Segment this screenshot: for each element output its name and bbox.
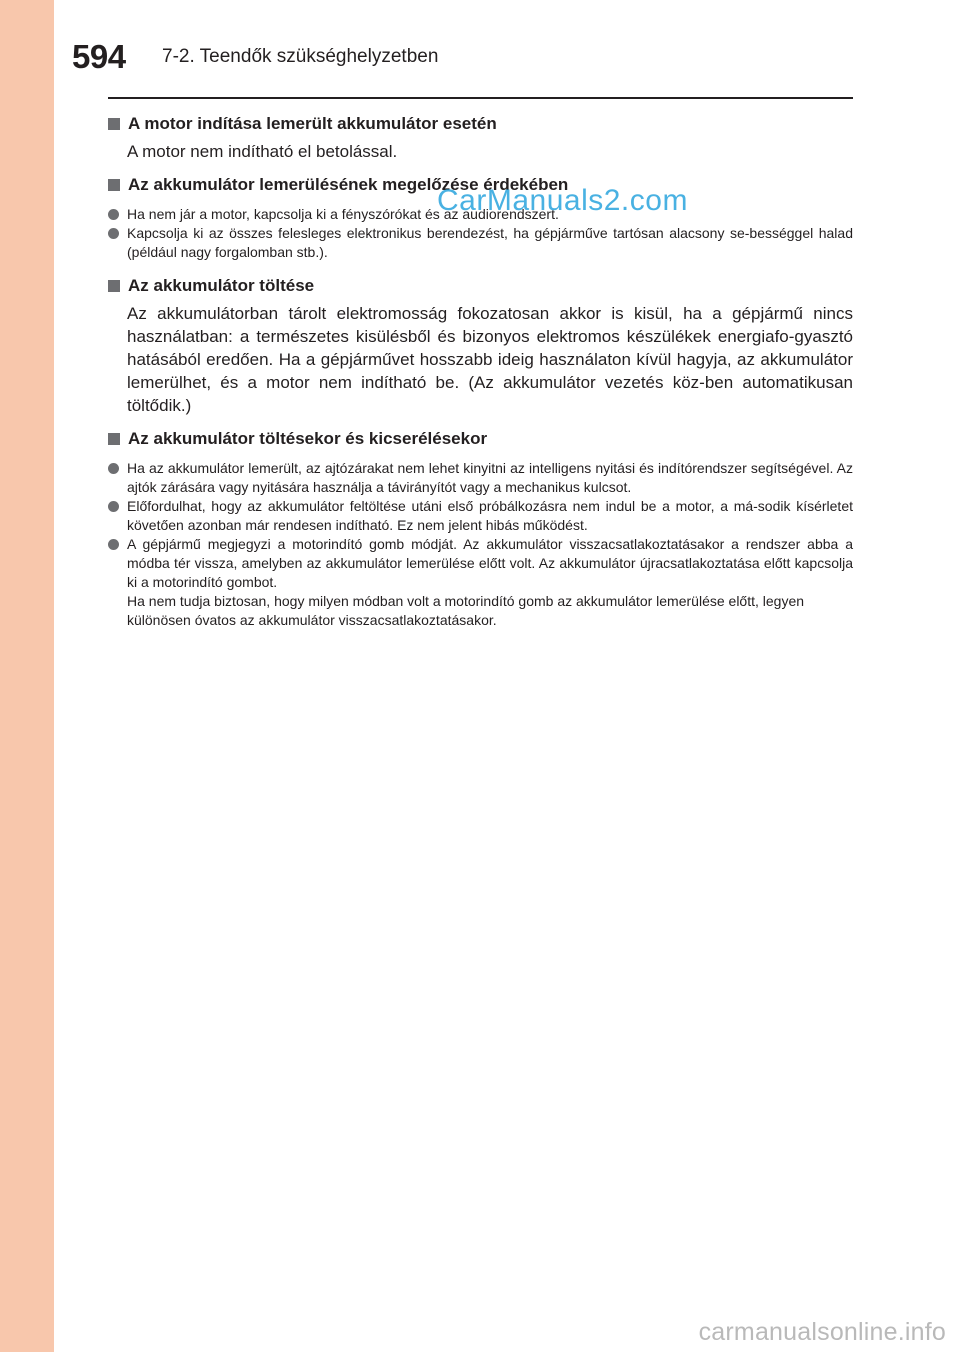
round-bullet-icon xyxy=(108,463,119,474)
section-toltes-csere xyxy=(108,427,853,630)
list-item xyxy=(108,459,853,497)
page-number: 594 xyxy=(72,38,126,75)
list-item-text: Előfordulhat, hogy az akkumulátor feltöltése utáni első próbálkozásra nem indul be a motor, a má-sodik kísérletet követően azonban már rendesen indítható. Ez nem jelent hibás működést. xyxy=(127,498,853,533)
section-heading: Az akkumulátor töltésekor és kicserélésekor xyxy=(128,429,488,448)
section-heading: A motor indítása lemerült akkumulátor esetén xyxy=(128,114,497,133)
square-bullet-icon xyxy=(108,280,120,292)
section-motor-inditasa xyxy=(108,112,853,163)
section-heading: Az akkumulátor lemerülésének megelőzése érdekében xyxy=(128,175,569,194)
square-bullet-icon xyxy=(108,118,120,130)
round-bullet-icon xyxy=(108,539,119,550)
section-body: Az akkumulátorban tárolt elektromosság fokozatosan akkor is kisül, ha a gépjármű nincs használatban: a természetes kisülésből és bizonyos elektromos készülékek energiafo-gyasztó hatásából eredően. Ha a gépjárművet hosszabb ideig használaton kívül hagyja, az akkumulátor lemerülhet, és a motor nem indítható be. (Az akkumulátor vezetés köz-ben automatikusan töltődik.) xyxy=(127,304,853,415)
list-item-text: A gépjármű megjegyzi a motorindító gomb módját. Az akkumulátor visszacsatlakoztatásakor a rendszer abba a módba tér vissza, amelyben az akkumulátor lemerülése előtt volt. Az akkumulátor újracsatlakoztatása előtt kapcsolja ki a motorindító gombot. xyxy=(127,536,853,590)
list-item-text: Kapcsolja ki az összes felesleges elektronikus berendezést, ha gépjárműve tartósan alacsony se-bességgel halad (például nagy forgalomban stb.). xyxy=(127,225,853,260)
section-title: 7-2. Teendők szükséghelyzetben xyxy=(162,46,439,67)
list-item xyxy=(108,497,853,535)
section-akkumulator-toltese xyxy=(108,274,853,417)
side-color-band xyxy=(0,0,54,1352)
list-item-text: Ha nem jár a motor, kapcsolja ki a fényszórókat és az audiorendszert. xyxy=(127,206,559,222)
round-bullet-icon xyxy=(108,209,119,220)
footer-site-name: carmanualsonline.info xyxy=(698,1318,946,1346)
list-item-continuation: Ha nem tudja biztosan, hogy milyen módban volt a motorindító gomb az akkumulátor lemerülése előtt, legyen különösen óvatos az akkumulátor visszacsatlakoztatásakor. xyxy=(127,593,805,628)
section-heading: Az akkumulátor töltése xyxy=(128,276,315,295)
header-rule xyxy=(108,97,853,99)
watermark-text: CarManuals2.com xyxy=(437,184,688,217)
square-bullet-icon xyxy=(108,433,120,445)
section-body: A motor nem indítható el betolással. xyxy=(127,142,398,161)
list-item xyxy=(108,535,853,630)
list-item xyxy=(108,224,853,262)
list-item-text: Ha az akkumulátor lemerült, az ajtózárakat nem lehet kinyitni az intelligens nyitási és indítórendszer segítségével. Az ajtók zárására vagy nyitására használja a távirányítót vagy a mechanikus kulcsot. xyxy=(127,460,853,495)
round-bullet-icon xyxy=(108,501,119,512)
round-bullet-icon xyxy=(108,228,119,239)
square-bullet-icon xyxy=(108,179,120,191)
